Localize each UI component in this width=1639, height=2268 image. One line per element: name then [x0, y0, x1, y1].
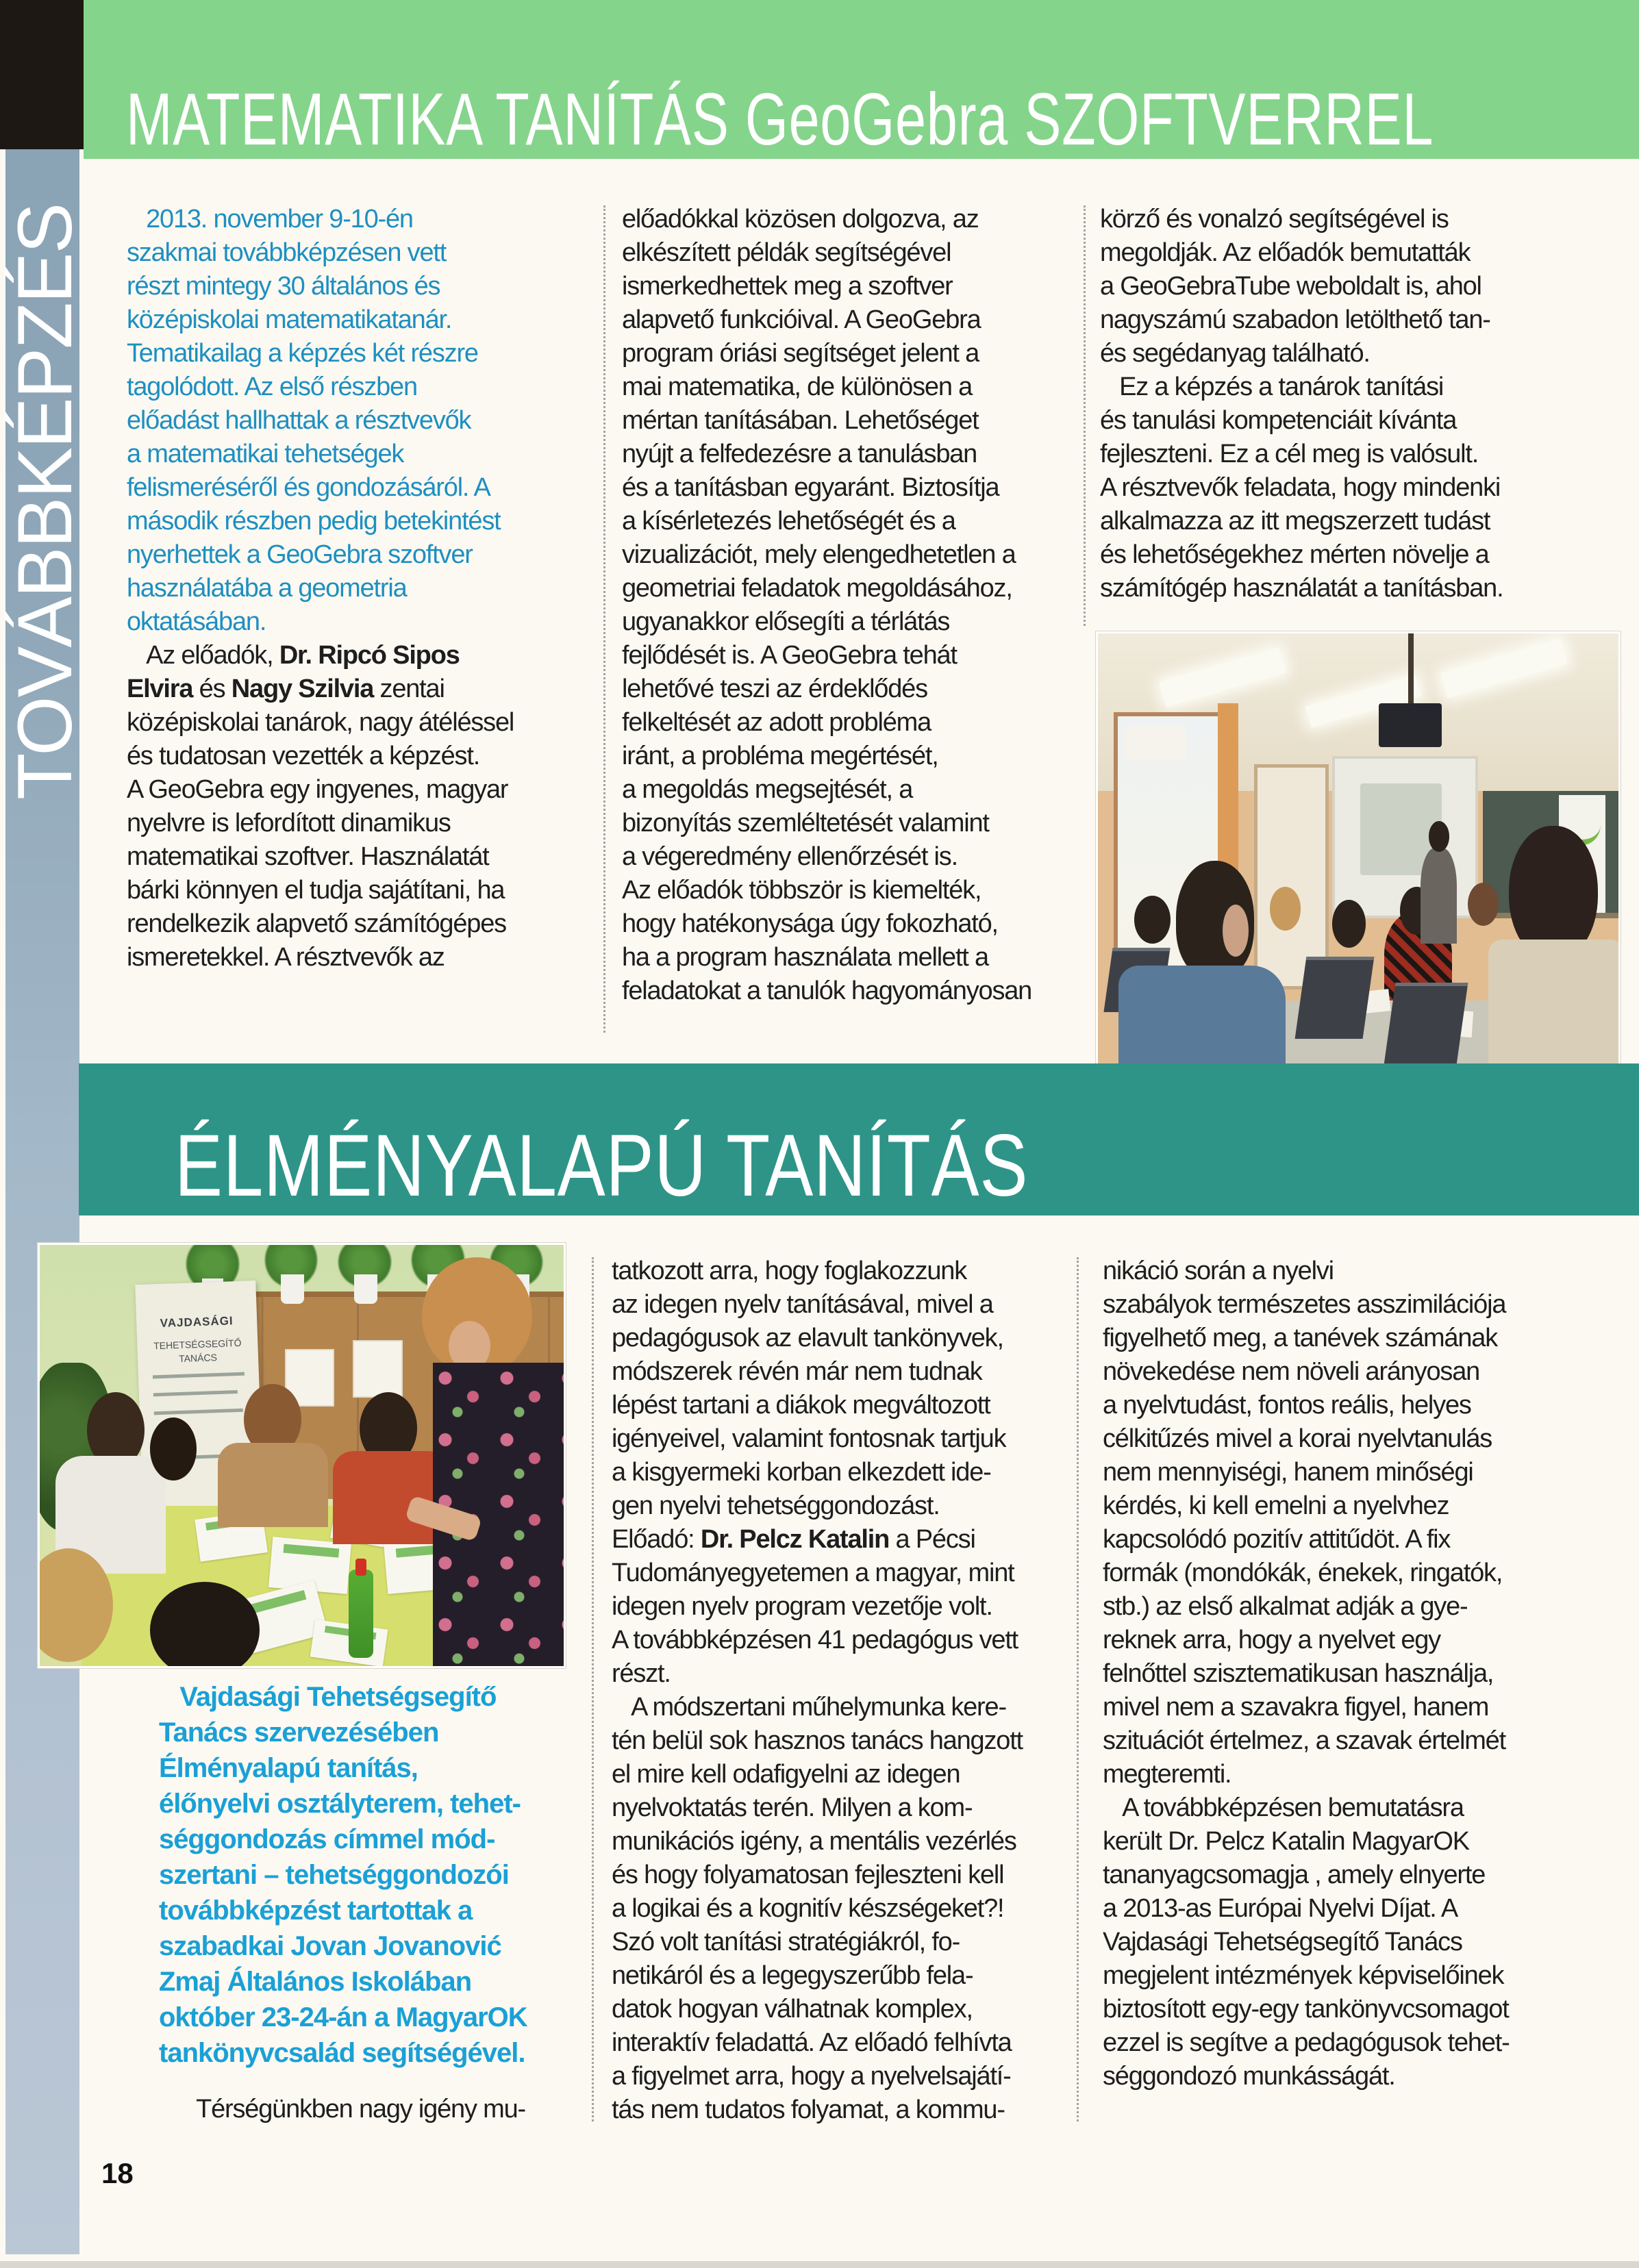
green-bottle — [349, 1570, 373, 1658]
plant-pot — [281, 1274, 304, 1304]
bottle-cap — [355, 1559, 367, 1576]
person-head — [1134, 896, 1171, 944]
plant-pot — [354, 1274, 377, 1304]
sidebar-vertical-label: TOVÁBBKÉPZÉS — [2, 203, 88, 800]
article1-title: MATEMATIKA TANÍTÁS GeoGebra SZOFTVERREL — [126, 77, 1434, 160]
person-head — [1332, 900, 1366, 948]
presenter-head — [1429, 821, 1449, 852]
projector — [1379, 703, 1441, 747]
page-number: 18 — [101, 2157, 134, 2189]
child-drawing — [354, 1341, 401, 1396]
presenter-body — [1421, 848, 1457, 944]
banner-text-line — [153, 1391, 238, 1397]
air-conditioner — [1124, 725, 1186, 760]
banner-subtitle: TEHETSÉGSEGÍTŐ TANÁCS — [153, 1337, 242, 1365]
article2-column1-tail: Térségünkben nagy igény mu- — [177, 2095, 525, 2124]
person-head-blond — [1270, 887, 1301, 931]
article1-header-band — [84, 0, 1639, 159]
foreground-right-shoulder — [1488, 940, 1621, 1072]
scan-bottom-edge — [0, 2261, 1639, 2268]
foreground-woman-shoulder — [1118, 966, 1285, 1072]
article1-column-1: 2013. november 9-10-én szakmai továbbképzésen vett részt mintegy 30 általános és középiskolai matematikatanár. Tematikailag a képzés két részre tagolódott. Az első részben előadást hallhattak a résztvevők a matematikai tehetségek felismeréséről és gondozásáról. A második részben pedig betekintést nyerhettek a GeoGebra szoftver használatába a geometria oktatásában. Az előadók, Dr. Ripcó Sipos Elvira és Nagy Szilvia zentai középiskolai tanárok, nagy átéléssel és tudatosan vezették a képzést. A GeoGebra egy ingyenes, magyar nyelvre is lefordított dinamikus matematikai szoftver. Használatát bárki könnyen el tudja sajátítani, ha rendelkezik alapvető számítógépes ismeretekkel. A résztvevők az — [127, 205, 514, 972]
article2-header-band — [79, 1063, 1639, 1215]
article2-lead-highlight: Vajdasági Tehetségsegítő Tanács szervezésében Élményalapú tanítás, élőnyelvi osztályterem, tehet- séggondozás címmel mód- szertani – tehetséggondozói továbbképzést tartottak a szabadkai Jovan Jovanović Zmaj Általános Iskolában október 23-24-án a MagyarOK tankönyvcsalád segítségével. — [159, 1682, 527, 2068]
laptop — [1295, 957, 1375, 1039]
column-divider — [1077, 1257, 1079, 2121]
banner-title: VAJDASÁGI — [160, 1315, 234, 1331]
article1-column-3: körző és vonalzó segítségével is megoldják. Az előadók bemutatták a GeoGebraTube weboldalt is, ahol nagyszámú szabadon letölthető tan- és segédanyag található. Ez a képzés a tanárok tanítási és tanulási kompetenciáit kívánta fejleszteni. Ez a cél meg is valósult. A résztvevők feladata, hogy mindenki alkalmazza az itt megszerzett tudást és lehetőségekhez mérten növelje a számítógép használatát a tanításban. — [1100, 205, 1503, 603]
article2-title: ÉLMÉNYALAPÚ TANÍTÁS — [175, 1117, 1029, 1215]
participant-red-top — [333, 1451, 448, 1544]
photo-workshop — [38, 1243, 566, 1668]
person-head — [1468, 883, 1499, 927]
banner-text-line — [153, 1372, 245, 1379]
photo-classroom — [1096, 631, 1621, 1072]
laptop — [1384, 983, 1468, 1065]
banner-text-line — [154, 1409, 243, 1415]
participant-blouse — [218, 1443, 328, 1527]
column-divider — [1084, 205, 1086, 626]
corner-black-block — [0, 0, 84, 149]
column-divider — [592, 1257, 594, 2121]
article2-column-2: tatkozott arra, hogy foglakozzunk az idegen nyelv tanításával, mivel a pedagógusok az elavult tankönyvek, módszerek révén már nem tudnak lépést tartani a diákok megváltozott igényeivel, valamint fontosnak tartjuk a kisgyermeki korban elkezdett ide- gen nyelvi tehetséggondozást. Előadó: Dr. Pelcz Katalin a Pécsi Tudományegyetemen a magyar, mint idegen nyelv program vezetője volt. A továbbképzésen 41 pedagógus vett részt. A módszertani műhelymunka kere- tén belül sok hasznos tanács hangzott el mire kell odafigyelni az idegen nyelvoktatás terén. Milyen a kom- munikációs igény, a mentális vezérlés és hogy folyamatosan fejleszteni kell a logikai és a kognitív készségeket?! Szó volt tanítási stratégiákról, fo- netikáról és a legegyszerűbb fela- datok hogyan válhatnak komplex, interaktív feladattá. Az előadó felhívta a figyelmet arra, hogy a nyelvelsajátí- tás nem tudatos folyamat, a kommu- — [612, 1257, 1023, 2124]
column-divider — [603, 205, 605, 1033]
projector-mount — [1408, 633, 1414, 707]
article1-column-2: előadókkal közösen dolgozva, az elkészített példák segítségével ismerkedhettek meg a szoftver alapvető funkcióival. A GeoGebra program óriási segítséget jelent a mai matematika, de különösen a mértan tanításában. Lehetőséget nyújt a felfedezésre a tanulásban és a tanításban egyaránt. Biztosítja a kísérletezés lehetőségét és a vizualizációt, mely elengedhetetlen a geometriai feladatok megoldásához, ugyanakkor elősegíti a térlátás fejlődését is. A GeoGebra tehát lehetővé teszi az érdeklődés felkeltését az adott probléma iránt, a probléma megértését, a megoldás megsejtését, a bizonyítás szemléltetését valamint a végeredmény ellenőrzését is. Az előadók többször is kiemelték, hogy hatékonysága úgy fokozható, ha a program használata mellett a feladatokat a tanulók hagyományosan — [622, 205, 1032, 1005]
article2-column-3: nikáció során a nyelvi szabályok természetes asszimilációja figyelhető meg, a tanévek számának növekedése nem növeli arányosan a nyelvtudást, fontos reális, helyes célkitűzés mivel a korai nyelvtanulás nem mennyiségi, hanem minőségi kérdés, ki kell emelni a nyelvhez kapcsolódó pozitív attitűdöt. A fix formák (mondókák, énekek, ringatók, stb.) az első alkalmat adják a gye- reknek arra, hogy a nyelvet egy felnőttel szisztematikusan használja, mivel nem a szavakra figyel, hanem szituációt értelmez, a szavak értelmét megteremti. A továbbképzésen bemutatásra került Dr. Pelcz Katalin MagyarOK tananyagcsomagja , amely elnyerte a 2013-as Európai Nyelvi Díjat. A Vajdasági Tehetségsegítő Tanács megjelent intézmények képviselőinek biztosított egy-egy tankönyvcsomagot ezzel is segítve a pedagógusok tehet- séggondozó munkásságát. — [1103, 1257, 1510, 2091]
